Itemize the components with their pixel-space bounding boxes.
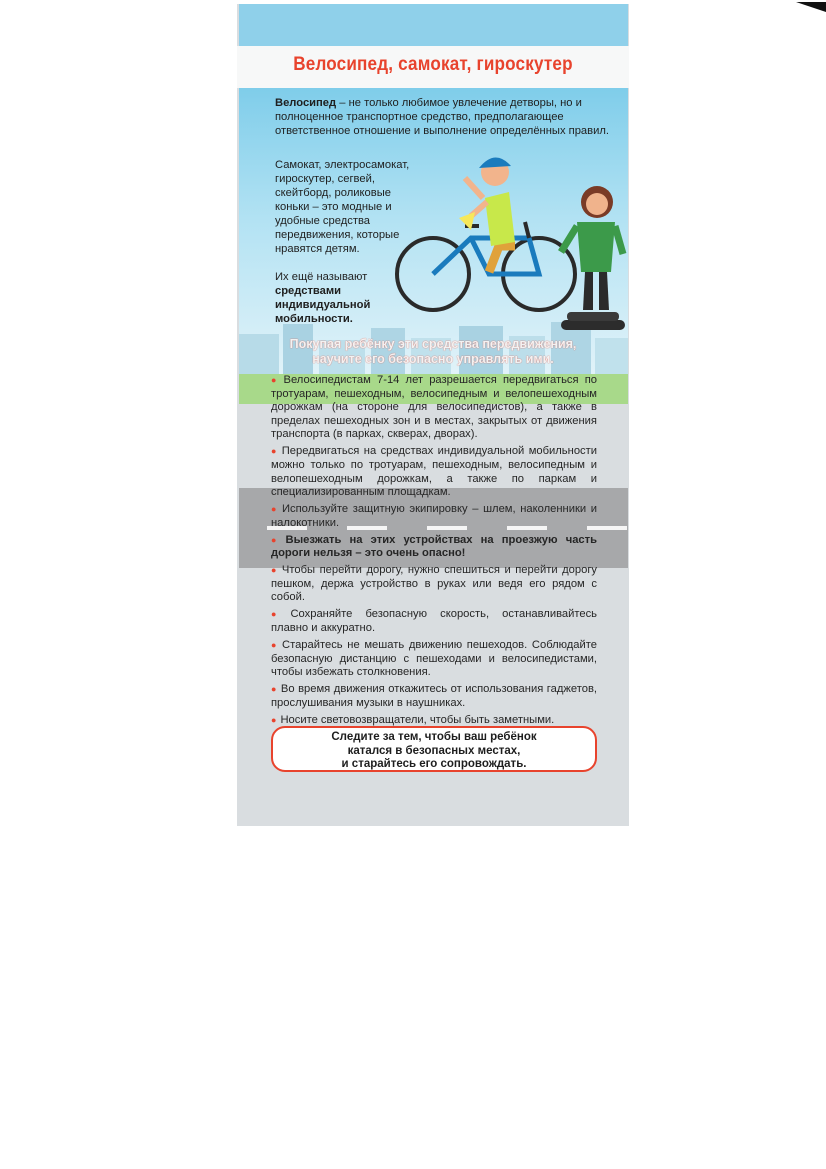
rule-item: ● Велосипедистам 7-14 лет разрешается передвигаться по тротуарам, пешеходным, велосипедным и велопешеходным дорожкам (на стороне для велосипедистов), а также в пределах пешеходных зон и в местах, закрытых от движения транспорта (в парках, скверах, дворах). [271, 374, 597, 442]
reminder-line-3: и старайтесь его сопровождать. [341, 758, 527, 770]
supervision-reminder-box [271, 726, 597, 772]
callout-heading [237, 337, 629, 367]
hero-section [239, 88, 628, 378]
leaflet [237, 4, 629, 826]
also-called-paragraph [275, 270, 415, 326]
rule-item: ● Передвигаться на средствах индивидуальной мобильности можно только по тротуарам, пешеходным, велосипедным и велопешеходным дорожкам, а также по паркам и специализированным площадкам. [271, 445, 597, 499]
callout-line-2: научите его безопасно управлять ими. [312, 352, 554, 366]
intro-paragraph [275, 96, 623, 138]
scan-corner-mark [796, 2, 826, 12]
rule-item: ● Чтобы перейти дорогу, нужно спешиться и перейти дорогу пешком, держа устройство в руках или ведя его рядом с собой. [271, 564, 597, 605]
rule-item: ● Старайтесь не мешать движению пешеходов. Соблюдайте безопасную дистанцию с пешеходами и велосипедистами, чтобы избежать столкновения. [271, 639, 597, 680]
bicycle-description: – не только любимое увлечение детворы, но и полноценное транспортное средство, предполагающее ответственное отношение и выполнение определённых правил. [275, 97, 609, 137]
cyclist-and-hoverboard-illustration [379, 142, 629, 332]
rule-item: ● Носите световозвращатели, чтобы быть заметными. [271, 714, 597, 728]
page-title: Велосипед, самокат, гироскутер [293, 54, 573, 75]
mobility-term: средствами индивидуальной мобильности. [275, 285, 371, 325]
rule-item-warning: ● Выезжать на этих устройствах на проезжую часть дороги нельзя – это очень опасно! [271, 534, 597, 561]
devices-paragraph: Самокат, электросамокат, гироскутер, сегвей, скейтборд, роликовые коньки – это модные и удобные средства передвижения, которые нравятся детям. [275, 159, 410, 255]
top-sky-band [239, 4, 628, 46]
callout-line-1: Покупая ребёнку эти средства передвижения, [289, 337, 577, 351]
also-called-text: Их ещё называют [275, 271, 368, 283]
reminder-line-1: Следите за тем, чтобы ваш ребёнок [331, 731, 537, 743]
reminder-line-2: катался в безопасных местах, [347, 744, 521, 757]
bicycle-term: Велосипед [275, 97, 337, 109]
rule-item: ● Используйте защитную экипировку – шлем, наколенники и налокотники. [271, 503, 597, 530]
rule-item: ● Сохраняйте безопасную скорость, останавливайтесь плавно и аккуратно. [271, 608, 597, 635]
rule-item: ● Во время движения откажитесь от использования гаджетов, прослушивания музыки в наушниках. [271, 683, 597, 710]
safety-rules-list [271, 374, 597, 731]
